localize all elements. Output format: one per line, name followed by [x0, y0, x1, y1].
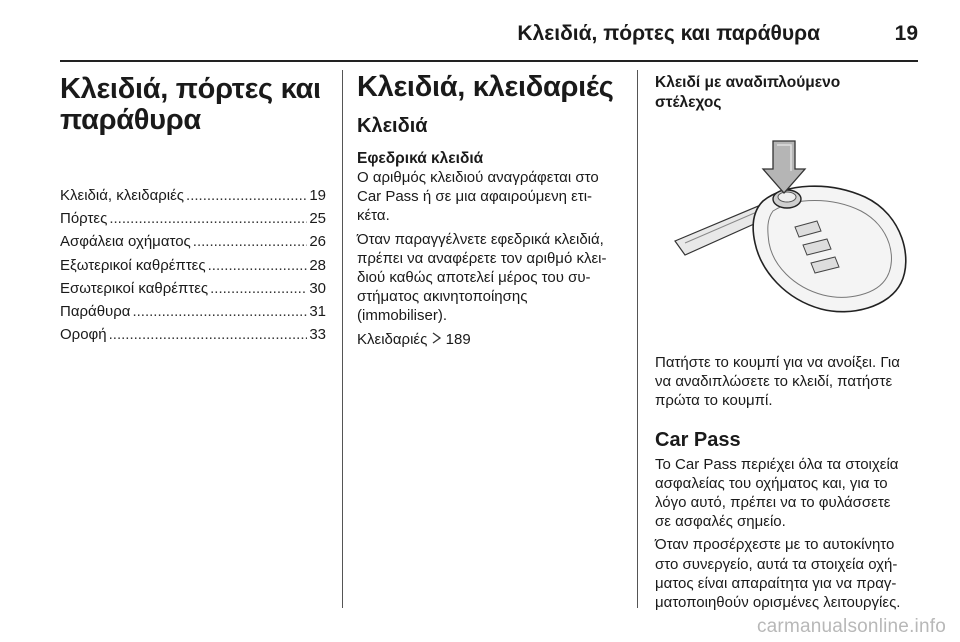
chapter-title: Κλειδιά, πόρτες και παράθυρα [60, 73, 321, 136]
page-number: 19 [894, 22, 918, 45]
paragraph: Το Car Pass περιέχει όλα τα στοιχεία ασφαλείας του οχήματος και, για το λόγο αυτό, πρέπει να το φυλάσσετε σε ασφαλές σημείο. [655, 455, 899, 531]
cross-reference-link[interactable]: Κλειδαριές 189 [357, 330, 471, 348]
watermark: carmanualsonline.info [756, 616, 946, 637]
toc-entry-exterior-mirrors[interactable]: Εξωτερικοί καθρέπτες ..... 28 [60, 254, 326, 277]
toc-entry-interior-mirrors[interactable]: Εσωτερικοί καθρέπτες ..... 30 [60, 277, 326, 300]
header-rule [60, 60, 918, 62]
toc-entry-roof[interactable]: Οροφή ..... 33 [60, 323, 326, 346]
toc-entry-doors[interactable]: Πόρτες ..... 25 [60, 207, 326, 230]
toc-entry-windows[interactable]: Παράθυρα ..... 31 [60, 300, 326, 323]
column-divider [342, 70, 343, 608]
table-of-contents [60, 184, 326, 346]
subsection-title: Κλειδιά [357, 115, 428, 137]
folding-key-column [655, 72, 921, 612]
folding-key-illustration [655, 131, 919, 343]
page-header [60, 14, 918, 54]
paragraph: Ο αριθμός κλειδιού αναγράφεται στο Car Pass ή σε μια αφαιρούμενη ετι- κέτα. [357, 169, 599, 225]
spare-keys-heading: Εφεδρικά κλειδιά [357, 150, 484, 167]
column-divider [637, 70, 638, 608]
section-title: Κλειδιά, κλειδαριές [357, 71, 614, 103]
chapter-toc-column [60, 72, 326, 346]
header-title: Κλειδιά, πόρτες και παράθυρα [517, 22, 820, 45]
car-pass-heading: Car Pass [655, 428, 741, 451]
keys-locks-column [357, 72, 623, 349]
toc-entry-keys-locks[interactable]: Κλειδιά, κλειδαριές ..... 19 [60, 184, 326, 207]
toc-entry-vehicle-security[interactable]: Ασφάλεια οχήματος ..... 26 [60, 230, 326, 253]
figure-caption: Πατήστε το κουμπί για να ανοίξει. Για να αναδιπλώσετε το κλειδί, πατήστε πρώτα το κουμπί. [655, 354, 900, 410]
folding-key-heading: Κλειδί με αναδιπλούμενο στέλεχος [655, 74, 841, 111]
page-reference-arrow-icon [432, 330, 442, 349]
paragraph: Όταν προσέρχεστε με το αυτοκίνητο στο συνεργείο, αυτά τα στοιχεία οχή- ματος είναι απαραίτητα για να πραγ- ματοποιηθούν ορισμένες λειτουργίες. [655, 536, 901, 612]
paragraph: Όταν παραγγέλνετε εφεδρικά κλειδιά, πρέπει να αναφέρετε τον αριθμό κλει- διού καθώς αποτελεί μέρος του συ- στήματος ακινητοποίησης (immobiliser). [357, 230, 607, 325]
